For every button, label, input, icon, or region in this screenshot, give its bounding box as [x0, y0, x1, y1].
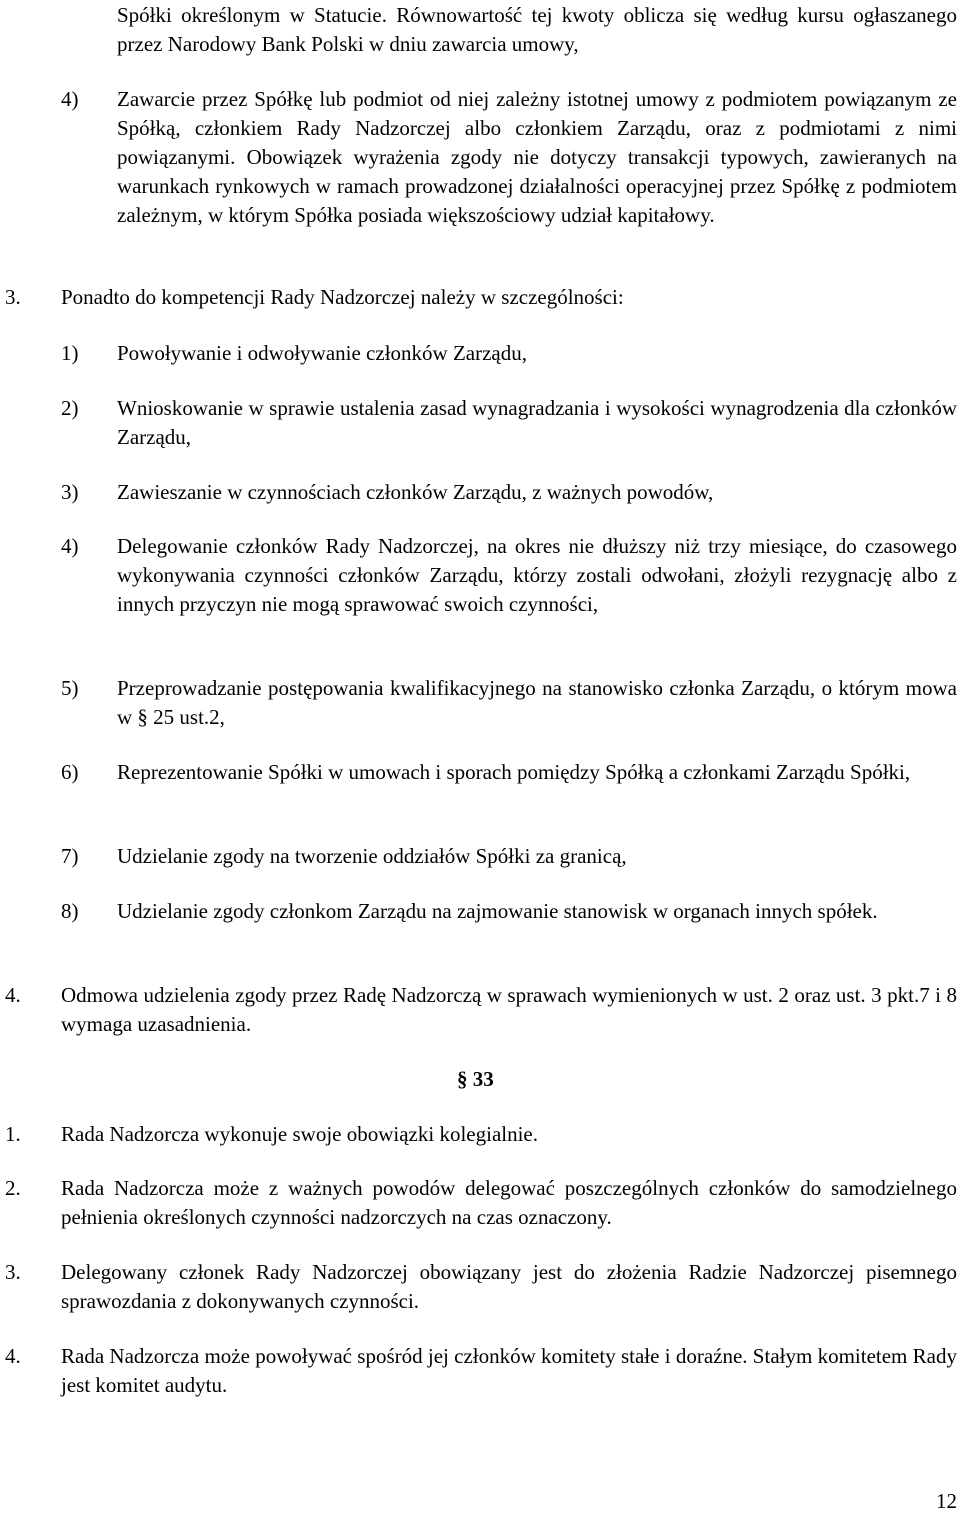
list-item-text: Udzielanie zgody członkom Zarządu na zajmowanie stanowisk w organach innych spółek. — [117, 899, 878, 923]
prev-item-4-text: Zawarcie przez Spółkę lub podmiot od niej zależny istotnej umowy z podmiotem powiązanym ze Spółką, członkiem Rady Nadzorczej albo członkiem Zarządu, oraz z podmiotami z nimi powiązanymi. Obowiązek wyrażenia zgody nie dotyczy transakcji typowych, zawieranych na warunkach rynkowych w ramach prowadzonej działalności operacyjnej przez Spółkę z podmiotem zależnym, w którym Spółka posiada większościowy udział kapitałowy. — [117, 87, 957, 227]
paragraph-item-number: 4. — [5, 1344, 21, 1368]
paragraph-item-text: Rada Nadzorcza może powoływać spośród jej członków komitety stałe i doraźne. Stałym komitetem Rady jest komitet audytu. — [61, 1344, 957, 1397]
list-item-number: 3) — [61, 480, 79, 504]
list-item-text: Udzielanie zgody na tworzenie oddziałów Spółki za granicą, — [117, 844, 627, 868]
paragraph-item-text: Rada Nadzorcza wykonuje swoje obowiązki kolegialnie. — [61, 1122, 539, 1146]
list-item-number: 2) — [61, 396, 79, 420]
list-item-text: Wnioskowanie w sprawie ustalenia zasad wynagradzania i wysokości wynagrodzenia dla członków Zarządu, — [117, 396, 957, 449]
paragraph-item-text: Rada Nadzorcza może z ważnych powodów delegować poszczególnych członków do samodzielnego pełnienia określonych czynności nadzorczych na czas oznaczony. — [61, 1176, 957, 1229]
list-item-text: Przeprowadzanie postępowania kwalifikacyjnego na stanowisko członka Zarządu, o którym mowa w § 25 ust.2, — [117, 676, 957, 729]
section-3-number: 3. — [5, 285, 21, 309]
paragraph-item-number: 1. — [5, 1122, 21, 1146]
list-item-text: Powoływanie i odwoływanie członków Zarządu, — [117, 341, 527, 365]
section-4-text: Odmowa udzielenia zgody przez Radę Nadzorczą w sprawach wymienionych w ust. 2 oraz ust. 3 pkt.7 i 8 wymaga uzasadnienia. — [61, 983, 957, 1036]
list-item-number: 6) — [61, 760, 79, 784]
list-item-text: Zawieszanie w czynnościach członków Zarządu, z ważnych powodów, — [117, 480, 714, 504]
list-item-number: 7) — [61, 844, 79, 868]
paragraph-item-number: 2. — [5, 1176, 21, 1200]
section-3-text: Ponadto do kompetencji Rady Nadzorczej należy w szczególności: — [61, 285, 624, 309]
list-item-text: Delegowanie członków Rady Nadzorczej, na okres nie dłuższy niż trzy miesiące, do czasowego wykonywania czynności członków Zarządu, którzy zostali odwołani, złożyli rezygnację albo z innych przyczyn nie mogą sprawować swoich czynności, — [117, 534, 957, 616]
paragraph-item-number: 3. — [5, 1260, 21, 1284]
list-item-number: 1) — [61, 341, 79, 365]
list-item-text: Reprezentowanie Spółki w umowach i sporach pomiędzy Spółką a członkami Zarządu Spółki, — [117, 760, 911, 784]
prev-item-4-number: 4) — [61, 87, 79, 111]
section-heading: § 33 — [457, 1067, 494, 1091]
intro-paragraph — [117, 1, 957, 59]
list-item-number: 4) — [61, 534, 79, 558]
list-item-number: 5) — [61, 676, 79, 700]
page-number: 12 — [936, 1489, 957, 1513]
paragraph-item-text: Delegowany członek Rady Nadzorczej obowiązany jest do złożenia Radzie Nadzorczej pisemnego sprawozdania z dokonywanych czynności. — [61, 1260, 957, 1313]
intro-text: Spółki określonym w Statucie. Równowartość tej kwoty oblicza się według kursu ogłaszanego przez Narodowy Bank Polski w dniu zawarcia umowy, — [117, 3, 957, 56]
list-item-number: 8) — [61, 899, 79, 923]
section-4-number: 4. — [5, 983, 21, 1007]
